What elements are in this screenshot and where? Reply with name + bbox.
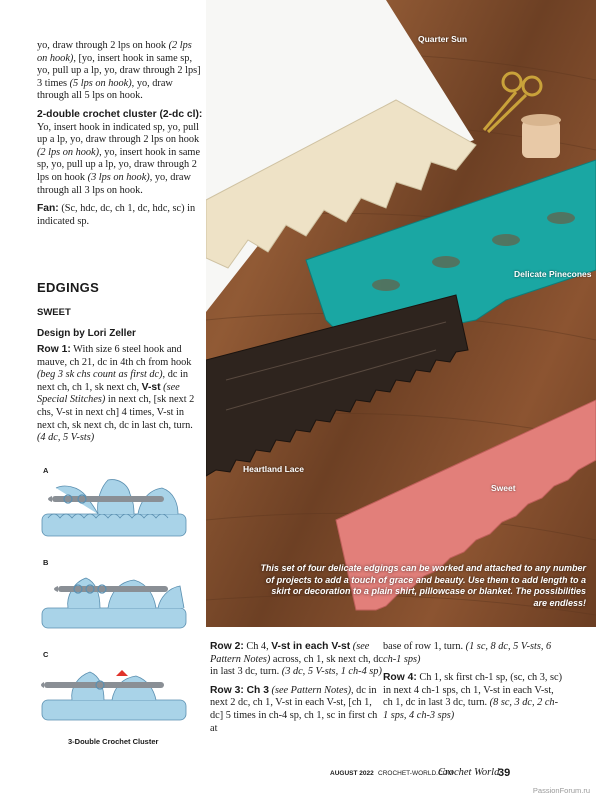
row-4-label: Row 4:: [383, 672, 417, 684]
label-quarter-sun: Quarter Sun: [418, 34, 468, 44]
thread-spool-icon: [521, 114, 561, 158]
photo-illustration: [206, 0, 596, 627]
row-1-count: (4 dc, 5 V-sts): [37, 432, 95, 444]
row-3-count: (1 sc, 8 dc, 5 V-sts, 6 ch-1 sps): [383, 641, 552, 665]
designer-credit: Design by Lori Zeller: [37, 328, 136, 339]
arrow-up-icon: [116, 670, 128, 676]
row-1-text-2: , dc in next ch, ch 1, sk next ch,: [37, 369, 188, 393]
crochet-diagram-a: [38, 474, 190, 542]
diagram-label-c: C: [43, 650, 49, 659]
row-4-text-1: Ch 1, sk first ch-1 sp, (sc, ch 3, sc) in next 4 ch-1 sps, ch 1, V-st in each V-st, ch 1, dc in last 3 dc, turn.: [383, 672, 563, 709]
row-1-italic-1: (beg 3 sk chs count as first dc): [37, 369, 163, 381]
row-1-vst: V-st: [141, 381, 161, 393]
footer-site: CROCHET-WORLD.COM: [378, 770, 454, 777]
section-title: EDGINGS: [37, 280, 100, 295]
row-1-instructions: [37, 344, 203, 445]
row-2-instructions: [210, 641, 385, 679]
row-1-text-3: in next ch, [sk next 2 chs, V-st in next ch] 4 times, V-st in next ch, sk next ch, dc in last ch, turn.: [37, 394, 195, 431]
row-3-text-1: , dc in next 2 dc, ch 1, V-st in each V-st, [ch 1, dc] 5 times in ch-4 sp, ch 1, sc in first ch at: [210, 684, 378, 734]
left-column: [37, 40, 203, 234]
dc-cluster-text-2: , yo, insert hook in same sp, yo, pull up a lp, yo, draw through 2 lps on hook: [37, 146, 201, 183]
middle-column: [210, 641, 385, 741]
dc-cluster-definition: [37, 109, 203, 197]
row-3-continued: [383, 641, 563, 666]
row-4-instructions: [383, 672, 563, 722]
label-heartland-lace: Heartland Lace: [243, 464, 304, 474]
dc-cluster-text-3: , yo, draw through all 3 lps on hook.: [37, 171, 191, 196]
crochet-diagram-b: [38, 566, 190, 634]
fan-term: Fan:: [37, 203, 59, 215]
dc-cluster-term: 2-double crochet cluster (2-dc cl):: [37, 108, 203, 120]
row-4-count: (8 sc, 3 dc, 2 ch-1 sps, 4 ch-3 sps): [383, 697, 559, 721]
label-sweet: Sweet: [491, 483, 516, 493]
crochet-diagram-c: [38, 658, 190, 726]
page-number: 39: [498, 767, 511, 779]
pattern-title: SWEET: [37, 307, 71, 318]
intro-text-3: , yo, draw through all 5 lps on hook.: [37, 77, 173, 102]
row-2-count: (3 dc, 5 V-sts, 1 ch-4 sp): [281, 666, 382, 678]
row-2-vst: V-st in each V-st: [271, 641, 351, 652]
page-footer: [330, 768, 580, 782]
dc-cluster-italic-2: (3 lps on hook): [87, 171, 150, 183]
fan-definition: [37, 203, 203, 228]
label-delicate-pinecones: Delicate Pinecones: [514, 269, 592, 279]
row-3-italic-1: (see Pattern Notes): [268, 684, 352, 696]
row-2-italic-1: (see Pattern Notes): [210, 641, 370, 665]
intro-text-2: , [yo, insert hook in same sp, yo, pull up a lp, yo, draw through 2 lps] 3 times: [37, 52, 201, 89]
row-3-label: Row 3: Ch 3: [210, 684, 269, 696]
row-3-instructions: [210, 685, 385, 735]
watermark: PassionForum.ru: [532, 786, 590, 795]
diagram-caption: 3-Double Crochet Cluster: [68, 737, 159, 746]
row-1-text-1: With size 6 steel hook and mauve, ch 21, dc in 4th ch from hook: [37, 344, 192, 368]
photo-caption: This set of four delicate edgings can be worked and attached to any number of projects to add a touch of grace and beauty. Use them to add length to a skirt or decoration to a plain shirt, pillowcase or blanket. The possibilities are endless!: [260, 563, 586, 608]
edgings-photo: [206, 0, 596, 627]
row-1-italic-2: (see Special Stitches): [37, 381, 180, 406]
right-column: [383, 641, 563, 729]
fan-text: (Sc, hdc, dc, ch 1, dc, hdc, sc) in indicated sp.: [37, 203, 196, 227]
diagram-label-a: A: [43, 466, 49, 475]
intro-italic-1: (2 lps on hook): [37, 40, 192, 64]
row-2-label: Row 2:: [210, 641, 244, 652]
diagram-label-b: B: [43, 558, 49, 567]
intro-paragraph: [37, 40, 203, 103]
row-2-text-2: across, ch 1, sk next ch, dc in last 3 dc, turn.: [210, 653, 384, 678]
row-1-label: Row 1:: [37, 344, 71, 355]
dc-cluster-text-1: Yo, insert hook in indicated sp, yo, pull up a lp, yo, draw through 2 lps on hook: [37, 121, 200, 146]
row-2-text-1: Ch 4,: [243, 641, 272, 652]
intro-italic-2: (5 lps on hook): [69, 77, 132, 89]
footer-magazine: Crochet World: [438, 767, 500, 778]
footer-date: AUGUST 2022: [330, 770, 374, 777]
dc-cluster-italic-1: (2 lps on hook): [37, 146, 100, 158]
intro-text-1: yo, draw through 2 lps on hook: [37, 40, 166, 51]
row-3-text-2: base of row 1, turn.: [383, 641, 466, 652]
